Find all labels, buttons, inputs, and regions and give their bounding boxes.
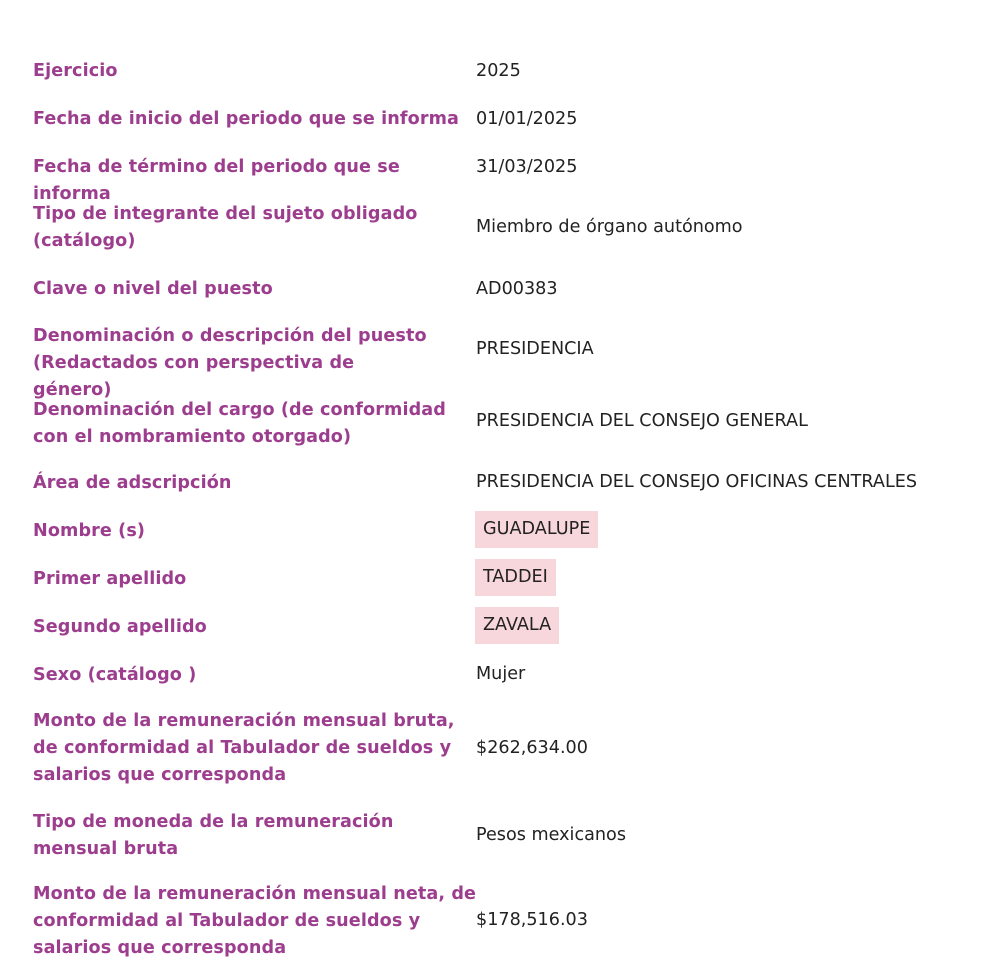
field-value: PRESIDENCIA DEL CONSEJO OFICINAS CENTRALES: [476, 472, 918, 492]
field-label: Ejercicio: [33, 61, 118, 81]
field-value: $262,634.00: [476, 738, 588, 758]
field-label: Monto de la remuneración mensual bruta, de conformidad al Tabulador de sueldos y salarios que corresponda: [33, 711, 455, 785]
field-label: Área de adscripción: [33, 473, 232, 493]
field-label: Segundo apellido: [33, 617, 207, 637]
field-label: Fecha de término del periodo que se informa: [33, 157, 400, 204]
field-value-highlighted: ZAVALA: [475, 607, 559, 644]
field-label: Nombre (s): [33, 521, 146, 541]
field-value: 2025: [476, 61, 521, 81]
field-value: $178,516.03: [476, 910, 588, 930]
field-value-highlighted: GUADALUPE: [475, 511, 598, 548]
field-value: 31/03/2025: [476, 157, 578, 177]
field-label: Fecha de inicio del periodo que se informa: [33, 109, 459, 129]
field-label: Denominación o descripción del puesto (Redactados con perspectiva de género): [33, 326, 427, 400]
field-value: Pesos mexicanos: [476, 825, 626, 845]
field-value-highlighted: TADDEI: [475, 559, 556, 596]
field-value: 01/01/2025: [476, 109, 578, 129]
field-label: Monto de la remuneración mensual neta, de conformidad al Tabulador de sueldos y salarios que corresponda: [33, 884, 477, 958]
field-label: Denominación del cargo (de conformidad con el nombramiento otorgado): [33, 400, 446, 447]
field-label: Clave o nivel del puesto: [33, 279, 273, 299]
field-label: Primer apellido: [33, 569, 187, 589]
field-value: Miembro de órgano autónomo: [476, 217, 743, 237]
field-value: PRESIDENCIA DEL CONSEJO GENERAL: [476, 411, 808, 431]
field-value: Mujer: [476, 664, 526, 684]
field-label: Tipo de moneda de la remuneración mensual bruta: [33, 812, 394, 859]
field-label: Tipo de integrante del sujeto obligado (catálogo): [33, 204, 418, 251]
field-value: PRESIDENCIA: [476, 339, 594, 359]
field-value: AD00383: [476, 279, 558, 299]
field-label: Sexo (catálogo ): [33, 665, 197, 685]
